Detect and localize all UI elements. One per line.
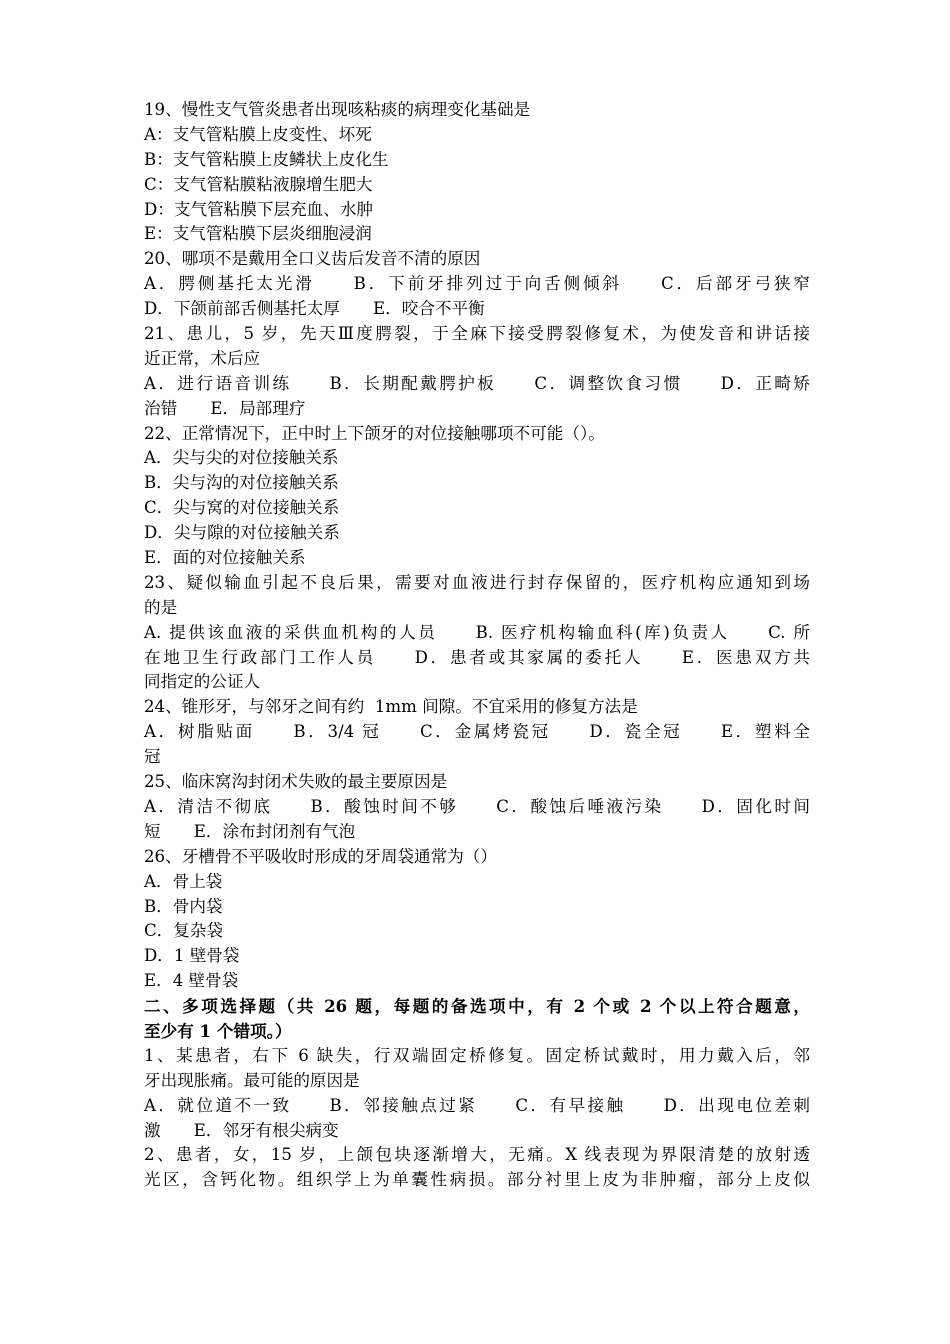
text-line: 1、某患者，右下 6 缺失，行双端固定桥修复。固定桥试戴时，用力戴入后，邻 [144,1045,810,1065]
text-line: 冠 [144,747,161,767]
text-line: A．清洁不彻底 B．酸蚀时间不够 C．酸蚀后唾液污染 D．固化时间 [144,796,810,816]
text-line: 近正常，术后应 [144,348,261,368]
text-line: A．就位道不一致 B．邻接触点过紧 C．有早接触 D．出现电位差刺 [144,1095,810,1115]
text-line: D：支气管粘膜下层充血、水肿 [144,199,374,219]
text-line: E．4 壁骨袋 [144,971,239,991]
text-line: 至少有 1 个错项。） [144,1020,292,1041]
text-line: D．下颌前部舌侧基托太厚 E．咬合不平衡 [144,299,485,319]
text-line: B．尖与沟的对位接触关系 [144,473,339,493]
text-line: 二、多项选择题（共 26 题，每题的备选项中，有 2 个或 2 个以上符合题意， [144,996,810,1017]
text-line: 短 E．涂布封闭剂有气泡 [144,821,356,841]
text-line: 19、慢性支气管炎患者出现咳粘痰的病理变化基础是 [144,100,531,119]
text-line: D．尖与隙的对位接触关系 [144,523,340,543]
text-line: B：支气管粘膜上皮鳞状上皮化生 [144,149,389,169]
text-line: C：支气管粘膜粘液腺增生肥大 [144,174,373,194]
text-line: A．树脂贴面 B．3/4 冠 C．金属烤瓷冠 D．瓷全冠 E．塑料全 [144,722,810,742]
text-line: 26、牙槽骨不平吸收时形成的牙周袋通常为（） [144,846,497,866]
text-line: A. 提供该血液的采供血机构的人员 B. 医疗机构输血科(库)负责人 C. 所 [144,622,810,642]
text-line: E：支气管粘膜下层炎细胞浸润 [144,224,372,244]
text-line: 2、患者，女，15 岁，上颌包块逐渐增大，无痛。X 线表现为界限清楚的放射透 [144,1145,810,1165]
text-line: A：支气管粘膜上皮变性、坏死 [144,124,372,144]
text-line: 同指定的公证人 [144,672,261,692]
text-line: A．骨上袋 [144,871,223,891]
text-line: A．进行语音训练 B．长期配戴腭护板 C．调整饮食习惯 D．正畸矫 [144,373,810,393]
text-line: B．骨内袋 [144,896,223,916]
text-line: E．面的对位接触关系 [144,548,306,568]
text-line: 22、正常情况下，正中时上下颌牙的对位接触哪项不可能（）。 [144,423,605,443]
text-line: 21、患儿，5 岁，先天Ⅲ度腭裂，于全麻下接受腭裂修复术，为使发音和讲话接 [144,324,810,344]
text-line: A．腭侧基托太光滑 B．下前牙排列过于向舌侧倾斜 C．后部牙弓狭窄 [144,274,810,294]
text-line: A．尖与尖的对位接触关系 [144,448,339,468]
text-line: 在地卫生行政部门工作人员 D．患者或其家属的委托人 E．医患双方共 [144,647,810,667]
text-line: 24、锥形牙，与邻牙之间有约 1mm 间隙。不宜采用的修复方法是 [144,697,638,717]
text-line: 牙出现胀痛。最可能的原因是 [144,1070,360,1090]
text-line: 光区，含钙化物。组织学上为单囊性病损。部分衬里上皮为非肿瘤，部分上皮似 [144,1170,810,1190]
text-line: 25、临床窝沟封闭术失败的最主要原因是 [144,772,448,792]
text-line: 23、疑似输血引起不良后果，需要对血液进行封存保留的，医疗机构应通知到场 [144,572,810,592]
text-line: 激 E．邻牙有根尖病变 [144,1120,339,1140]
document-page [144,98,810,1193]
text-line: C．尖与窝的对位接触关系 [144,498,340,518]
text-line: C．复杂袋 [144,921,224,941]
text-line: 的是 [144,597,178,617]
text-line: 治错 E．局部理疗 [144,398,306,418]
text-line: 20、哪项不是戴用全口义齿后发音不清的原因 [144,249,481,269]
text-line: D．1 壁骨袋 [144,946,240,966]
